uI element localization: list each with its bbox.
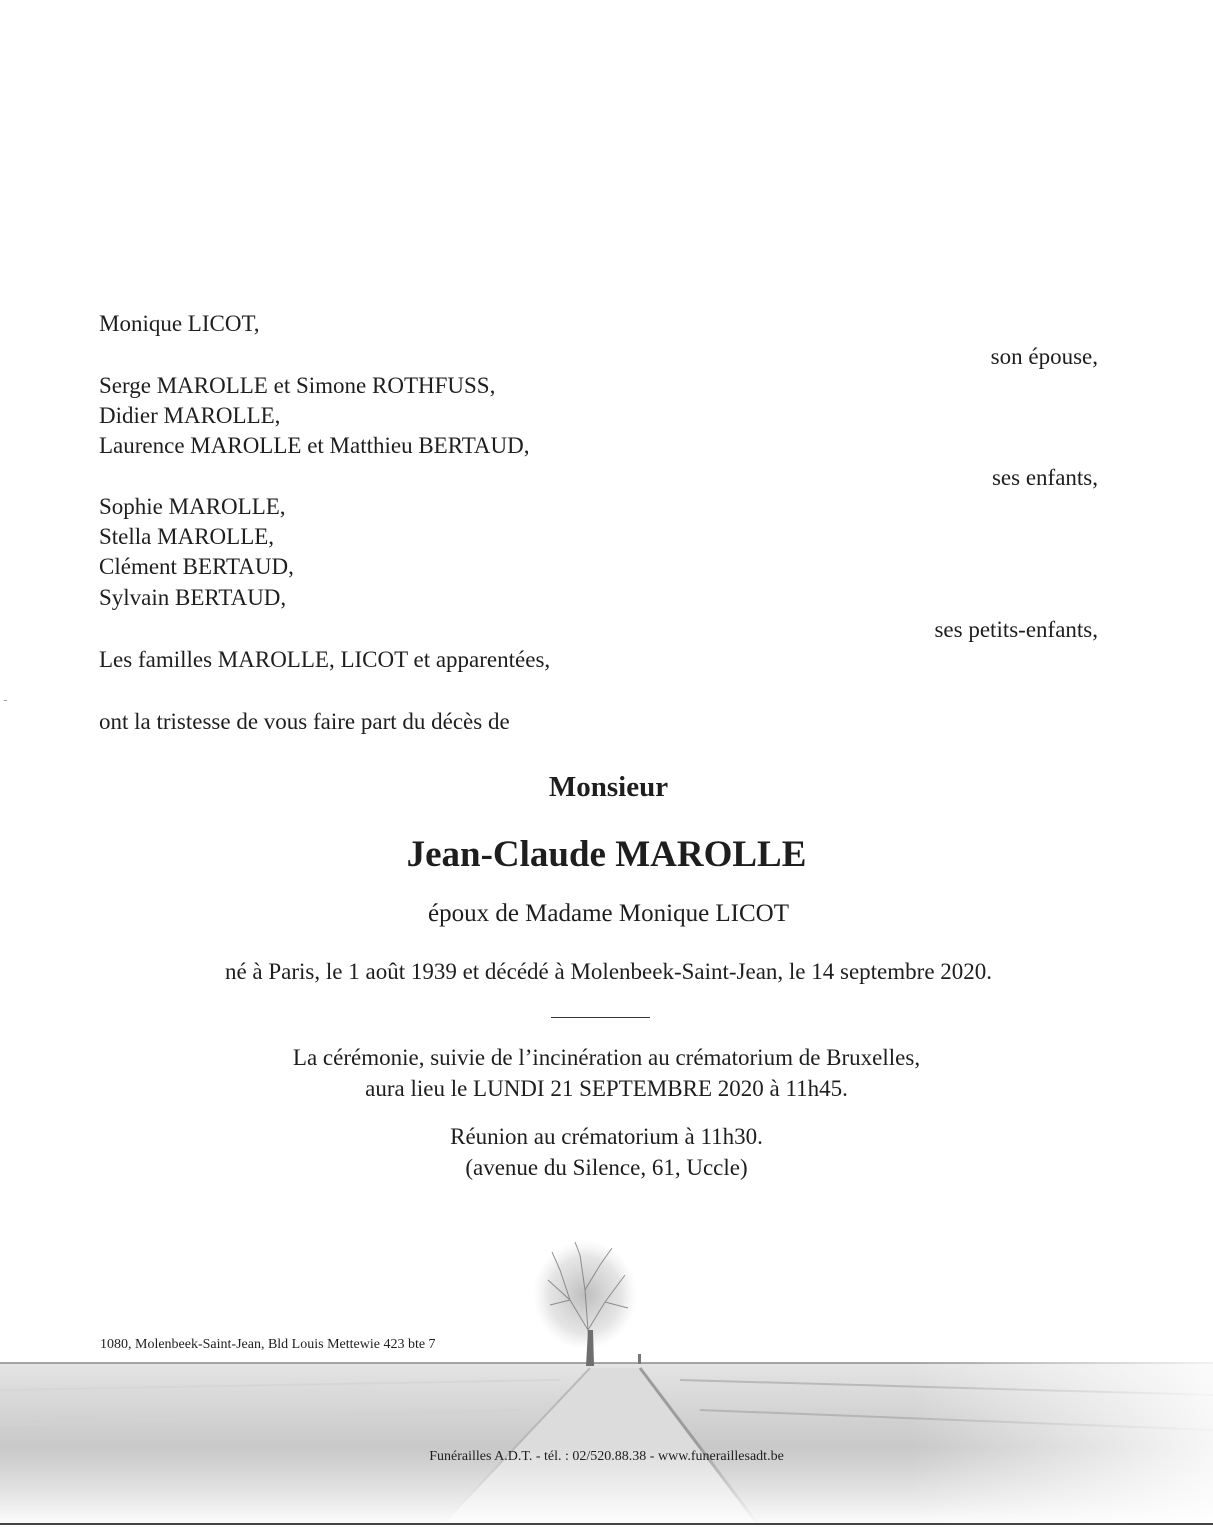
child-name: Didier MAROLLE, — [99, 403, 281, 428]
scan-mark — [4, 700, 7, 701]
funeral-home-contact: Funérailles A.D.T. - tél. : 02/520.88.38 - www.funerailles​adt.be — [429, 1449, 784, 1464]
extended-families: Les familles MAROLLE, LICOT et apparentées, — [99, 647, 551, 672]
spouse-relation: son épouse, — [990, 344, 1098, 369]
divider-line — [551, 1017, 650, 1018]
child-name: Laurence MAROLLE et Matthieu BERTAUD, — [99, 433, 530, 458]
bottom-edge-line — [0, 1523, 1213, 1525]
family-address: 1080, Molenbeek-Saint-Jean, Bld Louis Mettewie 423 bte 7 — [100, 1337, 436, 1352]
grandchild-name: Clément BERTAUD, — [99, 554, 294, 579]
grandchild-name: Sophie MAROLLE, — [99, 494, 286, 519]
meeting-address: (avenue du Silence, 61, Uccle) — [465, 1155, 748, 1180]
children-relation: ses enfants, — [991, 465, 1098, 490]
birth-death-dates: né à Paris, le 1 août 1939 et décédé à Molenbeek-Saint-Jean, le 14 septembre 2020. — [224, 959, 993, 984]
grandchild-name: Stella MAROLLE, — [99, 524, 275, 549]
spouse-name: Monique LICOT, — [99, 311, 260, 336]
tree-landscape-image — [0, 1230, 1213, 1527]
grandchildren-relation: ses petits-enfants, — [934, 617, 1098, 642]
honorific: Monsieur — [548, 771, 669, 803]
ceremony-line-1: La cérémonie, suivie de l’incinération au crématorium de Bruxelles, — [292, 1045, 921, 1070]
child-name: Serge MAROLLE et Simone ROTHFUSS, — [99, 373, 496, 398]
deceased-name: Jean-Claude MAROLLE — [406, 834, 807, 875]
ceremony-line-2: aura lieu le LUNDI 21 SEPTEMBRE 2020 à 11h45. — [365, 1076, 848, 1101]
spouse-of: époux de Madame Monique LICOT — [427, 900, 790, 927]
announcement-text: ont la tristesse de vous faire part du décès de — [99, 709, 510, 734]
meeting-time: Réunion au crématorium à 11h30. — [450, 1124, 763, 1149]
grandchild-name: Sylvain BERTAUD, — [99, 585, 287, 610]
